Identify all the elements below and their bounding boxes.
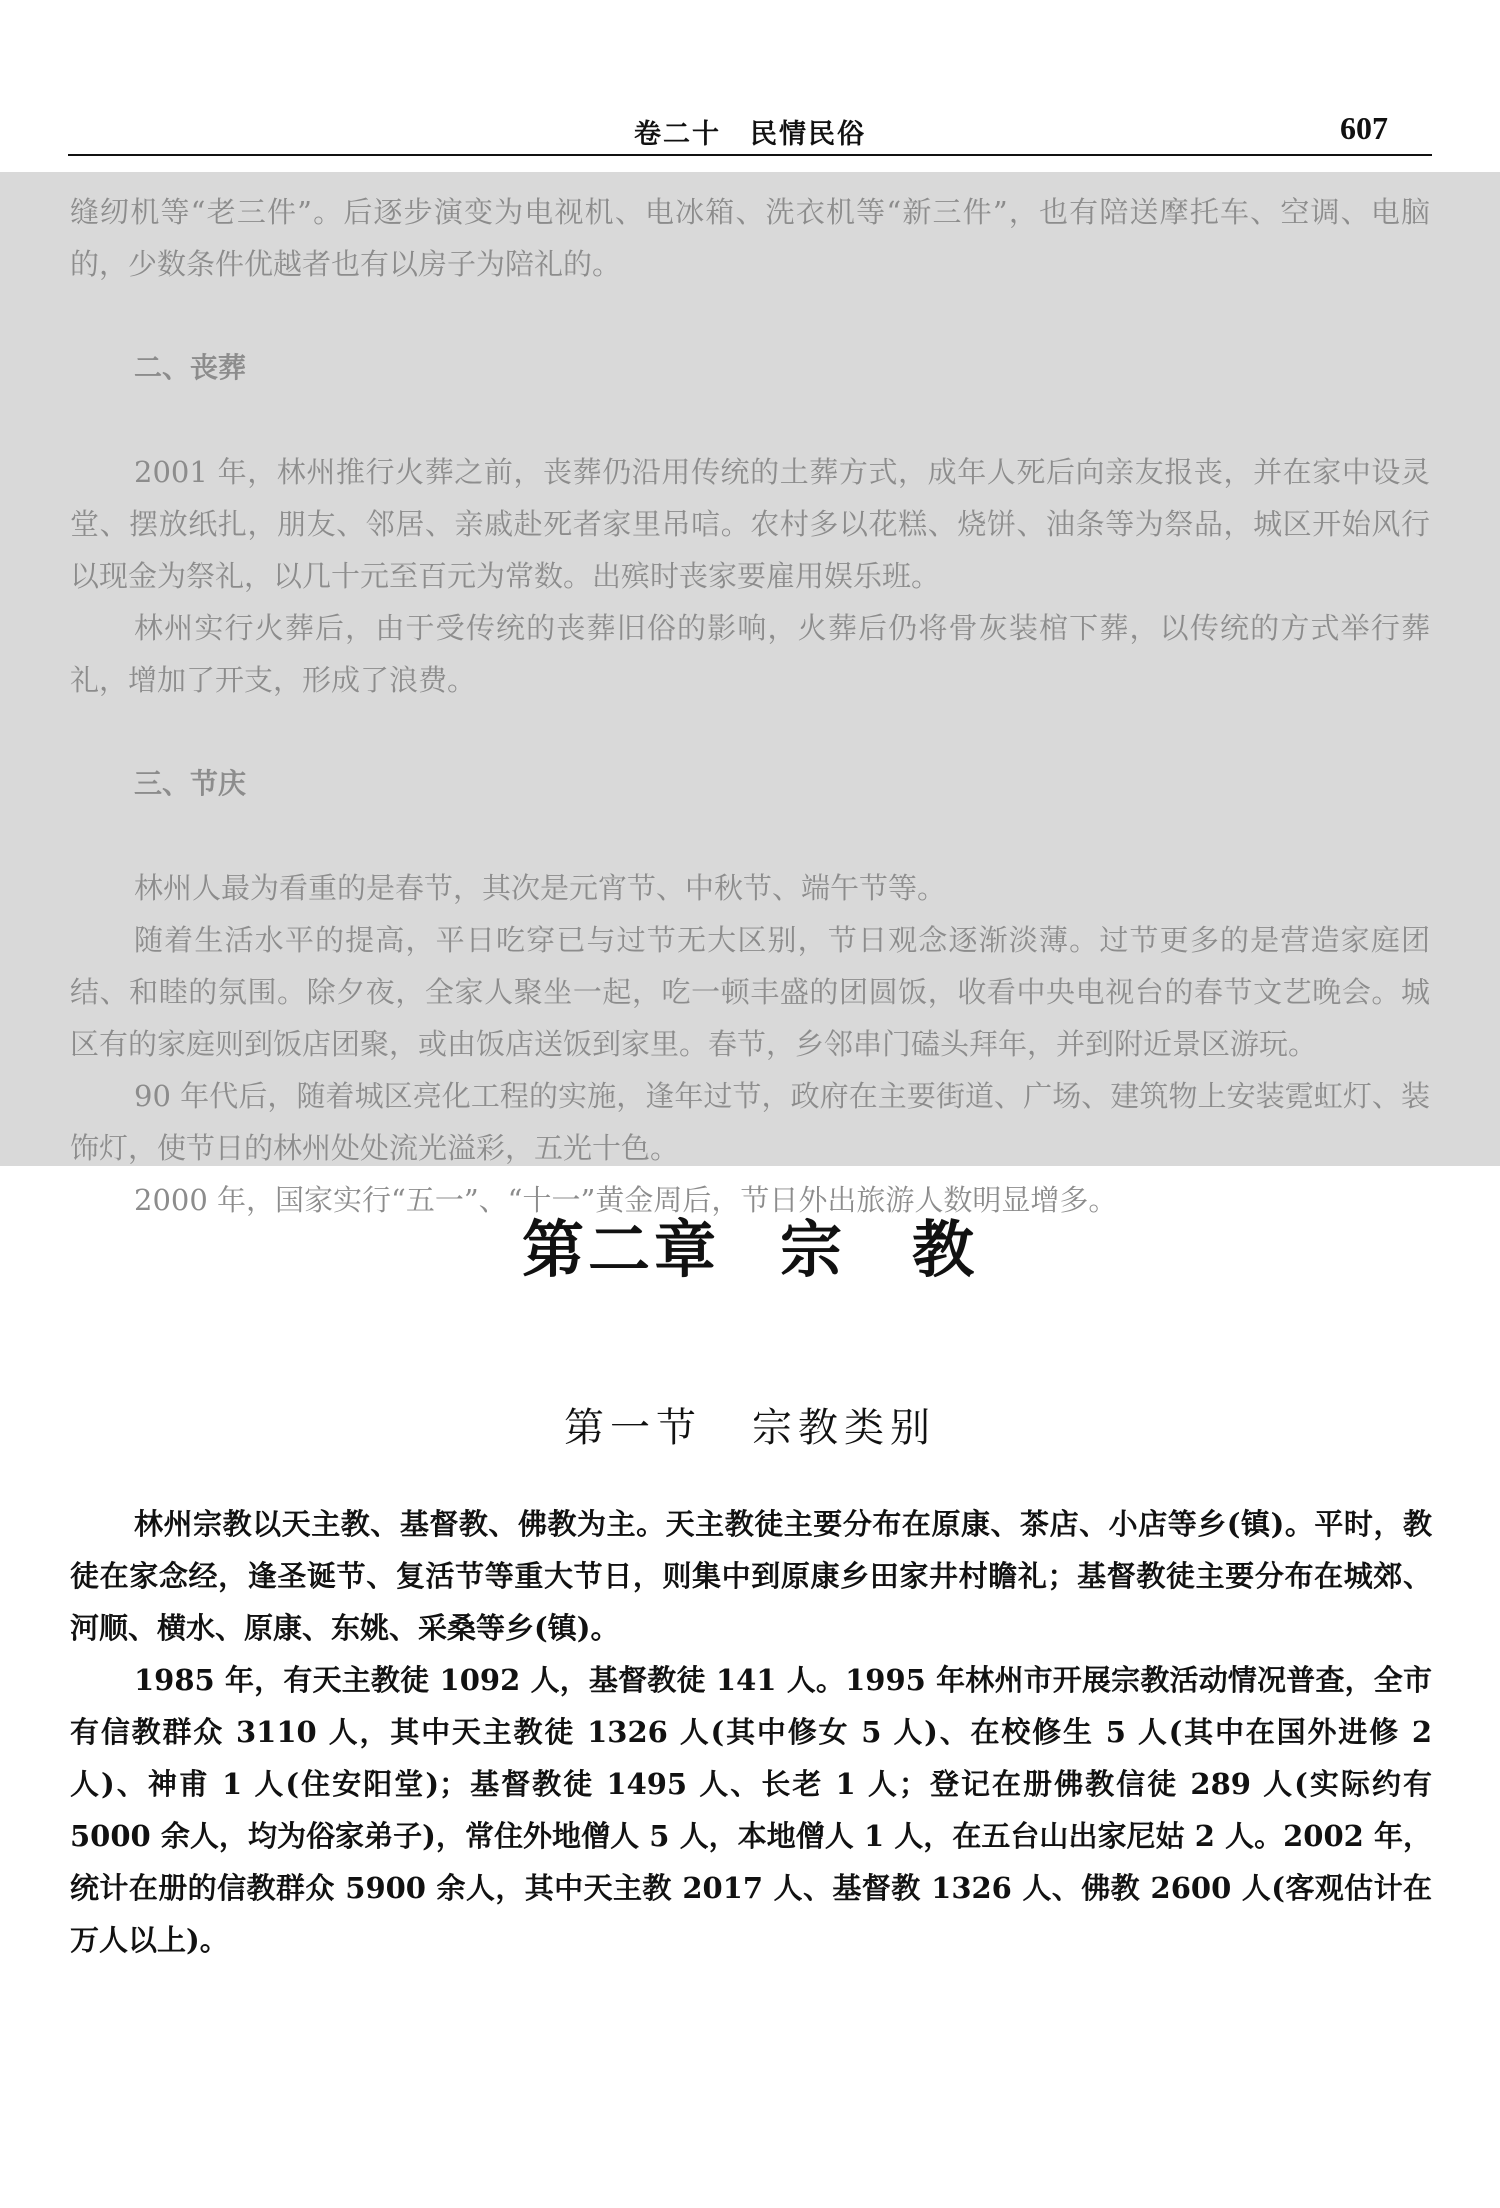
paragraph: 90 年代后，随着城区亮化工程的实施，逢年过节，政府在主要街道、广场、建筑物上安装霓虹灯、装饰灯，使节日的林州处处流光溢彩，五光十色。 bbox=[70, 1079, 1430, 1165]
section-title: 宗教类别 bbox=[752, 1405, 936, 1451]
paragraph: 随着生活水平的提高，平日吃穿已与过节无大区别，节日观念逐渐淡薄。过节更多的是营造家庭团结、和睦的氛围。除夕夜，全家人聚坐一起，吃一顿丰盛的团圆饭，收看中央电视台的春节文艺晚会。城区有的家庭则到饭店团聚，或由饭店送饭到家里。春节，乡邻串门磕头拜年，并到附近景区游玩。 bbox=[70, 923, 1430, 1061]
paragraph: 2001 年，林州推行火葬之前，丧葬仍沿用传统的土葬方式，成年人死后向亲友报丧，并在家中设灵堂、摆放纸扎，朋友、邻居、亲戚赴死者家里吊唁。农村多以花糕、烧饼、油条等为祭品，城区开始风行以现金为祭礼，以几十元至百元为常数。出殡时丧家要雇用娱乐班。 bbox=[70, 455, 1430, 593]
paragraph-continued: 缝纫机等“老三件”。后逐步演变为电视机、电冰箱、洗衣机等“新三件”，也有陪送摩托车、空调、电脑的，少数条件优越者也有以房子为陪礼的。 bbox=[70, 195, 1430, 281]
chapter-heading bbox=[0, 1200, 1500, 1289]
paragraph: 林州人最为看重的是春节，其次是元宵节、中秋节、端午节等。 bbox=[134, 871, 947, 905]
chapter-number: 第二章 bbox=[521, 1213, 720, 1286]
faded-section bbox=[0, 172, 1500, 1217]
running-title: 卷二十 民情民俗 bbox=[634, 119, 866, 150]
paragraph: 林州实行火葬后，由于受传统的丧葬旧俗的影响，火葬后仍将骨灰装棺下葬，以传统的方式举行葬礼，增加了开支，形成了浪费。 bbox=[70, 611, 1430, 697]
body-text bbox=[70, 1498, 1432, 1966]
section-heading bbox=[0, 1396, 1500, 1453]
page-number: 607 bbox=[1340, 110, 1388, 146]
chapter-title: 宗 教 bbox=[780, 1213, 979, 1286]
paragraph: 林州宗教以天主教、基督教、佛教为主。天主教徒主要分布在原康、茶店、小店等乡(镇)。平时，教徒在家念经，逢圣诞节、复活节等重大节日，则集中到原康乡田家井村瞻礼；基督教徒主要分布在城郊、河顺、横水、原康、东姚、采桑等乡(镇)。 bbox=[70, 1507, 1432, 1645]
paragraph: 2000 年，国家实行“五一”、“十一”黄金周后，节日外出旅游人数明显增多。 bbox=[134, 1183, 1118, 1217]
subheading-festivals: 三、节庆 bbox=[134, 767, 247, 800]
page-header bbox=[68, 104, 1432, 156]
subheading-funeral: 二、丧葬 bbox=[134, 351, 247, 384]
section-number: 第一节 bbox=[564, 1405, 702, 1451]
paragraph: 1985 年，有天主教徒 1092 人，基督教徒 141 人。1995 年林州市开展宗教活动情况普查，全市有信教群众 3110 人，其中天主教徒 1326 人(其中修女 5 人)、在校修生 5 人(其中在国外进修 2 人)、神甫 1 人(住安阳堂)；基督教徒 1495 人、长老 1 人；登记在册佛教信徒 289 人(实际约有 5000 余人，均为俗家弟子)，常住外地僧人 5 人，本地僧人 1 人，在五台山出家尼姑 2 人。2002 年，统计在册的信教群众 5900 余人，其中天主教 2017 人、基督教 1326 人、佛教 2600 人(客观估计在万人以上)。 bbox=[70, 1663, 1432, 1957]
